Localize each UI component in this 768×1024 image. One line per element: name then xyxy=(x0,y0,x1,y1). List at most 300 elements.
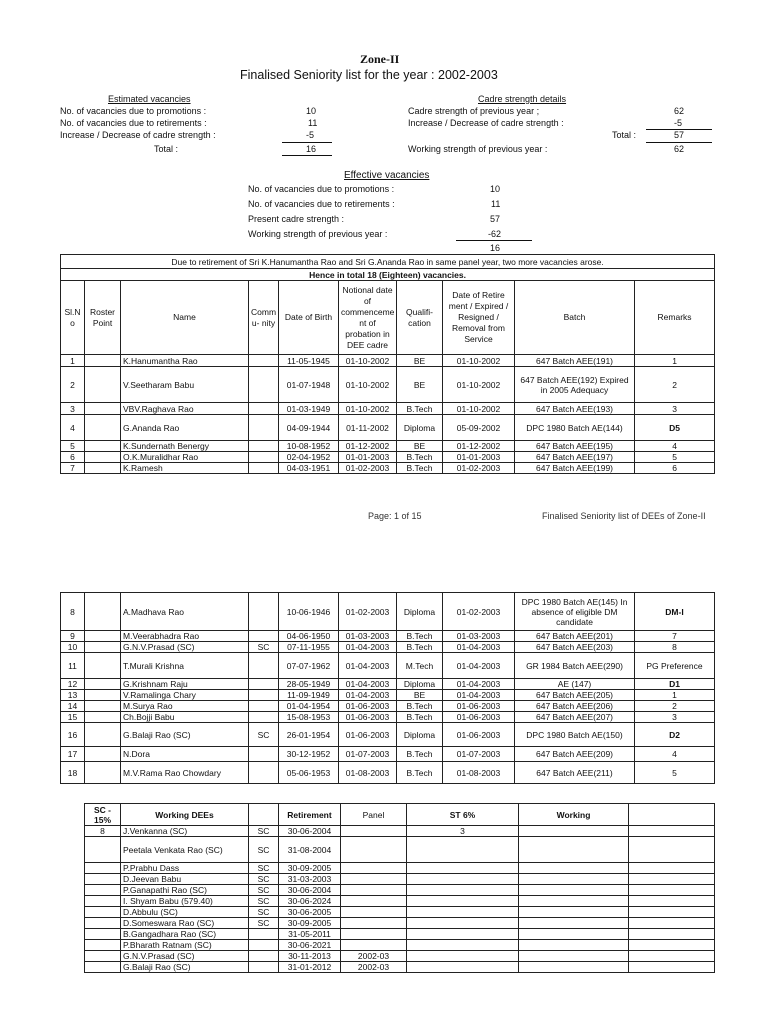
empty-cell xyxy=(519,837,629,863)
cell-retirement: 30-06-2021 xyxy=(279,940,341,951)
cell-community xyxy=(249,653,279,679)
cell-batch: 647 Batch AEE(195) xyxy=(515,441,635,452)
cell-qualification: BE xyxy=(397,367,443,403)
empty-cell xyxy=(629,804,715,826)
cell-slno: 15 xyxy=(61,712,85,723)
cell-panel xyxy=(341,907,407,918)
cell-roster xyxy=(85,762,121,784)
cell-panel xyxy=(341,929,407,940)
empty-cell xyxy=(629,837,715,863)
cell-dob: 01-03-1949 xyxy=(279,403,339,415)
cell-community xyxy=(249,452,279,463)
table-row xyxy=(61,441,715,452)
table-row xyxy=(61,463,715,474)
effective-label: No. of vacancies due to promotions : xyxy=(248,184,395,194)
cell-remarks: 5 xyxy=(635,452,715,463)
table-row xyxy=(85,962,715,973)
divider xyxy=(282,155,332,156)
cell-panel xyxy=(341,874,407,885)
notice-line2: Hence in total 18 (Eighteen) vacancies. xyxy=(61,269,715,281)
cell-batch: 647 Batch AEE(197) xyxy=(515,452,635,463)
cadre-total-value: 57 xyxy=(674,130,685,140)
empty-cell xyxy=(519,962,629,973)
cell-st xyxy=(407,951,519,962)
cell-slno: 13 xyxy=(61,690,85,701)
cell-retirement: 30-06-2005 xyxy=(279,907,341,918)
cadre-value: 62 xyxy=(674,106,685,116)
cell-qualification: Diploma xyxy=(397,723,443,747)
cell-name: I. Shyam Babu (579.40) xyxy=(121,896,249,907)
cell-st xyxy=(407,885,519,896)
cell-retirement: 30-06-2024 xyxy=(279,896,341,907)
cell-notional: 01-07-2003 xyxy=(339,747,397,762)
cadre-label: Cadre strength of previous year ; xyxy=(408,106,540,116)
table-row xyxy=(85,837,715,863)
cell-community xyxy=(249,441,279,452)
page-title: Finalised Seniority list for the year : 2002-2003 xyxy=(240,68,498,82)
cell-community xyxy=(249,951,279,962)
cell-dob: 15-08-1953 xyxy=(279,712,339,723)
cell-notional: 01-04-2003 xyxy=(339,690,397,701)
cell-batch: 647 Batch AEE(191) xyxy=(515,355,635,367)
table-row xyxy=(61,762,715,784)
estimated-label: No. of vacancies due to promotions : xyxy=(60,106,207,116)
cell-batch: DPC 1980 Batch AE(145) In absence of eligible DM candidate xyxy=(515,593,635,631)
cell-sc xyxy=(85,918,121,929)
table-row xyxy=(61,723,715,747)
cell-qualification: Diploma xyxy=(397,415,443,441)
cell-qualification: B.Tech xyxy=(397,701,443,712)
cell-sc xyxy=(85,885,121,896)
table-row xyxy=(85,940,715,951)
cell-sc xyxy=(85,896,121,907)
cell-batch: GR 1984 Batch AEE(290) xyxy=(515,653,635,679)
empty-cell xyxy=(519,863,629,874)
cell-slno: 4 xyxy=(61,415,85,441)
cell-st xyxy=(407,837,519,863)
cell-retirement: 01-01-2003 xyxy=(443,452,515,463)
cell-batch: 647 Batch AEE(209) xyxy=(515,747,635,762)
cell-roster xyxy=(85,723,121,747)
cell-qualification: Diploma xyxy=(397,679,443,690)
cell-slno: 9 xyxy=(61,631,85,642)
cell-roster xyxy=(85,679,121,690)
empty-cell xyxy=(519,896,629,907)
cell-batch: 647 Batch AEE(206) xyxy=(515,701,635,712)
cell-retirement: 01-02-2003 xyxy=(443,463,515,474)
cell-remarks: 2 xyxy=(635,701,715,712)
cell-dob: 04-06-1950 xyxy=(279,631,339,642)
table-row xyxy=(85,896,715,907)
cell-remarks: 3 xyxy=(635,712,715,723)
table-row xyxy=(85,863,715,874)
cell-batch: 647 Batch AEE(193) xyxy=(515,403,635,415)
cell-community xyxy=(249,940,279,951)
cell-notional: 01-11-2002 xyxy=(339,415,397,441)
cell-roster xyxy=(85,403,121,415)
seniority-table-page2 xyxy=(60,592,715,784)
cell-retirement: 01-04-2003 xyxy=(443,679,515,690)
cell-batch: 647 Batch AEE(203) xyxy=(515,642,635,653)
table-row xyxy=(61,452,715,463)
cell-remarks: D2 xyxy=(635,723,715,747)
table-row xyxy=(61,355,715,367)
cell-slno: 11 xyxy=(61,653,85,679)
cell-remarks: 5 xyxy=(635,762,715,784)
cell-retirement: 01-02-2003 xyxy=(443,593,515,631)
cell-qualification: B.Tech xyxy=(397,642,443,653)
cell-name: G.Balaji Rao (SC) xyxy=(121,962,249,973)
col-header-roster: Roster Point xyxy=(85,281,121,355)
cell-remarks: D5 xyxy=(635,415,715,441)
cell-retirement: 01-10-2002 xyxy=(443,355,515,367)
empty-cell xyxy=(629,962,715,973)
cell-panel xyxy=(341,918,407,929)
cell-st xyxy=(407,863,519,874)
cell-remarks: 8 xyxy=(635,642,715,653)
cell-community xyxy=(249,355,279,367)
table-row xyxy=(61,403,715,415)
cell-roster xyxy=(85,593,121,631)
cell-roster xyxy=(85,463,121,474)
cell-community xyxy=(249,593,279,631)
empty-cell xyxy=(519,885,629,896)
cell-remarks: 2 xyxy=(635,367,715,403)
col-header-retirement: Date of Retire ment / Expired / Resigned / Removal from Service xyxy=(443,281,515,355)
cell-community: SC xyxy=(249,826,279,837)
cell-community xyxy=(249,962,279,973)
cell-qualification: Diploma xyxy=(397,593,443,631)
cell-qualification: B.Tech xyxy=(397,463,443,474)
empty-cell xyxy=(519,951,629,962)
cell-retirement: 31-08-2004 xyxy=(279,837,341,863)
col-header-notional: Notional date of commenceme nt of probation in DEE cadre xyxy=(339,281,397,355)
cell-retirement: 30-11-2013 xyxy=(279,951,341,962)
cell-slno: 6 xyxy=(61,452,85,463)
cell-retirement: 01-04-2003 xyxy=(443,653,515,679)
cell-notional: 01-04-2003 xyxy=(339,679,397,690)
effective-label: No. of vacancies due to retirements : xyxy=(248,199,395,209)
cell-remarks: DM-I xyxy=(635,593,715,631)
col-header-working-dees: Working DEEs xyxy=(121,804,249,826)
cell-dob: 10-08-1952 xyxy=(279,441,339,452)
empty-cell xyxy=(629,929,715,940)
cell-notional: 01-04-2003 xyxy=(339,642,397,653)
cell-community: SC xyxy=(249,723,279,747)
cell-community xyxy=(249,367,279,403)
empty-cell xyxy=(629,874,715,885)
cell-roster xyxy=(85,747,121,762)
cell-community: SC xyxy=(249,918,279,929)
cell-panel xyxy=(341,826,407,837)
col-header-qualification: Qualifi- cation xyxy=(397,281,443,355)
cell-notional: 01-03-2003 xyxy=(339,631,397,642)
cell-roster xyxy=(85,367,121,403)
table-row xyxy=(61,631,715,642)
empty-cell xyxy=(629,885,715,896)
empty-cell xyxy=(629,896,715,907)
cell-roster xyxy=(85,415,121,441)
cell-name: P.Bharath Ratnam (SC) xyxy=(121,940,249,951)
cell-remarks: 3 xyxy=(635,403,715,415)
cell-sc xyxy=(85,951,121,962)
effective-value: -62 xyxy=(488,229,502,239)
cell-notional: 01-02-2003 xyxy=(339,593,397,631)
table-row xyxy=(85,929,715,940)
cell-roster xyxy=(85,355,121,367)
cell-remarks: 6 xyxy=(635,463,715,474)
cadre-heading: Cadre strength details xyxy=(478,94,567,104)
cell-community xyxy=(249,929,279,940)
estimated-value: -5 xyxy=(306,130,315,140)
empty-cell xyxy=(519,918,629,929)
cell-roster xyxy=(85,642,121,653)
cell-retirement: 30-09-2005 xyxy=(279,918,341,929)
table-row xyxy=(85,826,715,837)
cell-qualification: BE xyxy=(397,690,443,701)
estimated-value: 11 xyxy=(308,118,318,128)
effective-total: 16 xyxy=(490,243,501,253)
cadre-total-label: Total : xyxy=(612,130,637,140)
empty-cell xyxy=(629,863,715,874)
cell-retirement: 31-05-2011 xyxy=(279,929,341,940)
cell-name: V.Seetharam Babu xyxy=(121,367,249,403)
table-row xyxy=(85,885,715,896)
cell-name: P.Ganapathi Rao (SC) xyxy=(121,885,249,896)
effective-value: 10 xyxy=(490,184,501,194)
cadre-working-value: 62 xyxy=(674,144,685,154)
cell-name: A.Madhava Rao xyxy=(121,593,249,631)
cell-roster xyxy=(85,653,121,679)
cell-sc xyxy=(85,962,121,973)
table-row xyxy=(85,874,715,885)
cell-name: K.Sundernath Benergy xyxy=(121,441,249,452)
cell-remarks: D1 xyxy=(635,679,715,690)
cell-sc xyxy=(85,863,121,874)
cell-retirement: 30-06-2004 xyxy=(279,826,341,837)
cell-notional: 01-02-2003 xyxy=(339,463,397,474)
cell-name: Peetala Venkata Rao (SC) xyxy=(121,837,249,863)
cell-community xyxy=(249,747,279,762)
cell-community xyxy=(249,690,279,701)
divider xyxy=(456,240,532,241)
cell-qualification: B.Tech xyxy=(397,747,443,762)
cell-qualification: BE xyxy=(397,441,443,452)
col-header-st: ST 6% xyxy=(407,804,519,826)
cell-roster xyxy=(85,441,121,452)
cell-st xyxy=(407,918,519,929)
estimated-total-value: 16 xyxy=(306,144,317,154)
cell-retirement: 01-03-2003 xyxy=(443,631,515,642)
cell-slno: 16 xyxy=(61,723,85,747)
cell-dob: 11-09-1949 xyxy=(279,690,339,701)
cell-notional: 01-01-2003 xyxy=(339,452,397,463)
cell-name: G.Balaji Rao (SC) xyxy=(121,723,249,747)
cell-community: SC xyxy=(249,874,279,885)
cell-qualification: B.Tech xyxy=(397,403,443,415)
cell-roster xyxy=(85,631,121,642)
cell-retirement: 01-07-2003 xyxy=(443,747,515,762)
effective-value: 11 xyxy=(491,199,501,209)
cell-notional: 01-06-2003 xyxy=(339,712,397,723)
cell-panel xyxy=(341,837,407,863)
table-row xyxy=(61,701,715,712)
table-row xyxy=(85,918,715,929)
cell-notional: 01-12-2002 xyxy=(339,441,397,452)
cadre-working-label: Working strength of previous year : xyxy=(408,144,548,154)
col-header-name: Name xyxy=(121,281,249,355)
cell-sc xyxy=(85,929,121,940)
cell-slno: 7 xyxy=(61,463,85,474)
cell-name: T.Murali Krishna xyxy=(121,653,249,679)
col-header-community: Comm u- nity xyxy=(249,281,279,355)
cell-name: G.Krishnam Raju xyxy=(121,679,249,690)
cell-notional: 01-10-2002 xyxy=(339,367,397,403)
divider xyxy=(646,142,712,143)
cell-panel xyxy=(341,940,407,951)
cell-community xyxy=(249,463,279,474)
cell-remarks: 4 xyxy=(635,441,715,452)
effective-label: Working strength of previous year : xyxy=(248,229,388,239)
cell-community: SC xyxy=(249,896,279,907)
cell-community xyxy=(249,631,279,642)
cell-qualification: B.Tech xyxy=(397,631,443,642)
effective-label: Present cadre strength : xyxy=(248,214,345,224)
footer-caption: Finalised Seniority list of DEEs of Zone-II xyxy=(542,511,706,521)
cell-notional: 01-04-2003 xyxy=(339,653,397,679)
effective-heading: Effective vacancies xyxy=(344,170,430,181)
col-header-working: Working xyxy=(519,804,629,826)
cell-sc xyxy=(85,907,121,918)
divider xyxy=(282,142,332,143)
cell-retirement: 05-09-2002 xyxy=(443,415,515,441)
col-header-dob: Date of Birth xyxy=(279,281,339,355)
cell-qualification: B.Tech xyxy=(397,452,443,463)
cell-name: Ch.Bojji Babu xyxy=(121,712,249,723)
cell-qualification: B.Tech xyxy=(397,712,443,723)
empty-cell xyxy=(519,929,629,940)
cell-name: D.Jeevan Babu xyxy=(121,874,249,885)
cell-slno: 3 xyxy=(61,403,85,415)
cell-community xyxy=(249,415,279,441)
cell-qualification: B.Tech xyxy=(397,762,443,784)
cell-community xyxy=(249,403,279,415)
cell-notional: 01-10-2002 xyxy=(339,355,397,367)
cell-name: O.K.Muralidhar Rao xyxy=(121,452,249,463)
cell-name: P.Prabhu Dass xyxy=(121,863,249,874)
table-row xyxy=(85,907,715,918)
empty-cell xyxy=(629,826,715,837)
cell-remarks: 1 xyxy=(635,355,715,367)
cell-community: SC xyxy=(249,907,279,918)
page-number: Page: 1 of 15 xyxy=(368,511,422,521)
cell-notional: 01-08-2003 xyxy=(339,762,397,784)
cell-st xyxy=(407,929,519,940)
cell-slno: 5 xyxy=(61,441,85,452)
cell-name: M.V.Rama Rao Chowdary xyxy=(121,762,249,784)
cell-dob: 04-09-1944 xyxy=(279,415,339,441)
cell-name: G.Ananda Rao xyxy=(121,415,249,441)
cell-remarks: 1 xyxy=(635,690,715,701)
cell-retirement: 01-12-2002 xyxy=(443,441,515,452)
effective-value: 57 xyxy=(490,214,501,224)
cell-slno: 18 xyxy=(61,762,85,784)
col-header-slno: Sl.N o xyxy=(61,281,85,355)
cell-batch: DPC 1980 Batch AE(150) xyxy=(515,723,635,747)
estimated-total-label: Total : xyxy=(154,144,179,154)
cell-sc xyxy=(85,874,121,885)
cell-roster xyxy=(85,690,121,701)
cell-dob: 30-12-1952 xyxy=(279,747,339,762)
cell-dob: 07-07-1962 xyxy=(279,653,339,679)
cell-name: K.Ramesh xyxy=(121,463,249,474)
cell-dob: 26-01-1954 xyxy=(279,723,339,747)
empty-cell xyxy=(519,907,629,918)
empty-cell xyxy=(629,940,715,951)
estimated-label: Increase / Decrease of cadre strength : xyxy=(60,130,216,140)
cell-slno: 1 xyxy=(61,355,85,367)
cell-sc: 8 xyxy=(85,826,121,837)
cell-retirement: 01-08-2003 xyxy=(443,762,515,784)
cell-notional: 01-06-2003 xyxy=(339,701,397,712)
cell-dob: 07-11-1955 xyxy=(279,642,339,653)
cadre-label: Increase / Decrease of cadre strength : xyxy=(408,118,564,128)
cell-retirement: 31-01-2012 xyxy=(279,962,341,973)
cell-retirement: 31-03-2003 xyxy=(279,874,341,885)
cell-st xyxy=(407,962,519,973)
cadre-value: -5 xyxy=(674,118,683,128)
cell-name: K.Hanumantha Rao xyxy=(121,355,249,367)
cell-retirement: 01-06-2003 xyxy=(443,701,515,712)
cell-community xyxy=(249,762,279,784)
cell-batch: 647 Batch AEE(199) xyxy=(515,463,635,474)
cell-batch: AE (147) xyxy=(515,679,635,690)
cell-dob: 11-05-1945 xyxy=(279,355,339,367)
cell-name: D.Someswara Rao (SC) xyxy=(121,918,249,929)
cell-roster xyxy=(85,452,121,463)
cell-st xyxy=(407,874,519,885)
cell-name: VBV.Raghava Rao xyxy=(121,403,249,415)
cell-roster xyxy=(85,701,121,712)
cell-slno: 12 xyxy=(61,679,85,690)
table-row xyxy=(61,712,715,723)
cell-dob: 01-04-1954 xyxy=(279,701,339,712)
cell-notional: 01-06-2003 xyxy=(339,723,397,747)
cell-remarks: 4 xyxy=(635,747,715,762)
cell-dob: 02-04-1952 xyxy=(279,452,339,463)
cell-name: D.Abbulu (SC) xyxy=(121,907,249,918)
cell-retirement: 01-10-2002 xyxy=(443,367,515,403)
col-header-panel: Panel xyxy=(341,804,407,826)
cell-remarks: PG Preference xyxy=(635,653,715,679)
empty-cell xyxy=(519,874,629,885)
cell-panel xyxy=(341,863,407,874)
table-row xyxy=(85,951,715,962)
empty-cell xyxy=(519,826,629,837)
empty-cell xyxy=(629,918,715,929)
cell-community: SC xyxy=(249,642,279,653)
cell-community xyxy=(249,701,279,712)
table-row xyxy=(61,747,715,762)
cell-dob: 05-06-1953 xyxy=(279,762,339,784)
col-header-community xyxy=(249,804,279,826)
table-row xyxy=(61,653,715,679)
cell-retirement: 01-10-2002 xyxy=(443,403,515,415)
cell-slno: 2 xyxy=(61,367,85,403)
cell-sc xyxy=(85,940,121,951)
notice-line1: Due to retirement of Sri K.Hanumantha Rao and Sri G.Ananda Rao in same panel year, two more vacancies arose. xyxy=(61,255,715,269)
cell-name: J.Venkanna (SC) xyxy=(121,826,249,837)
